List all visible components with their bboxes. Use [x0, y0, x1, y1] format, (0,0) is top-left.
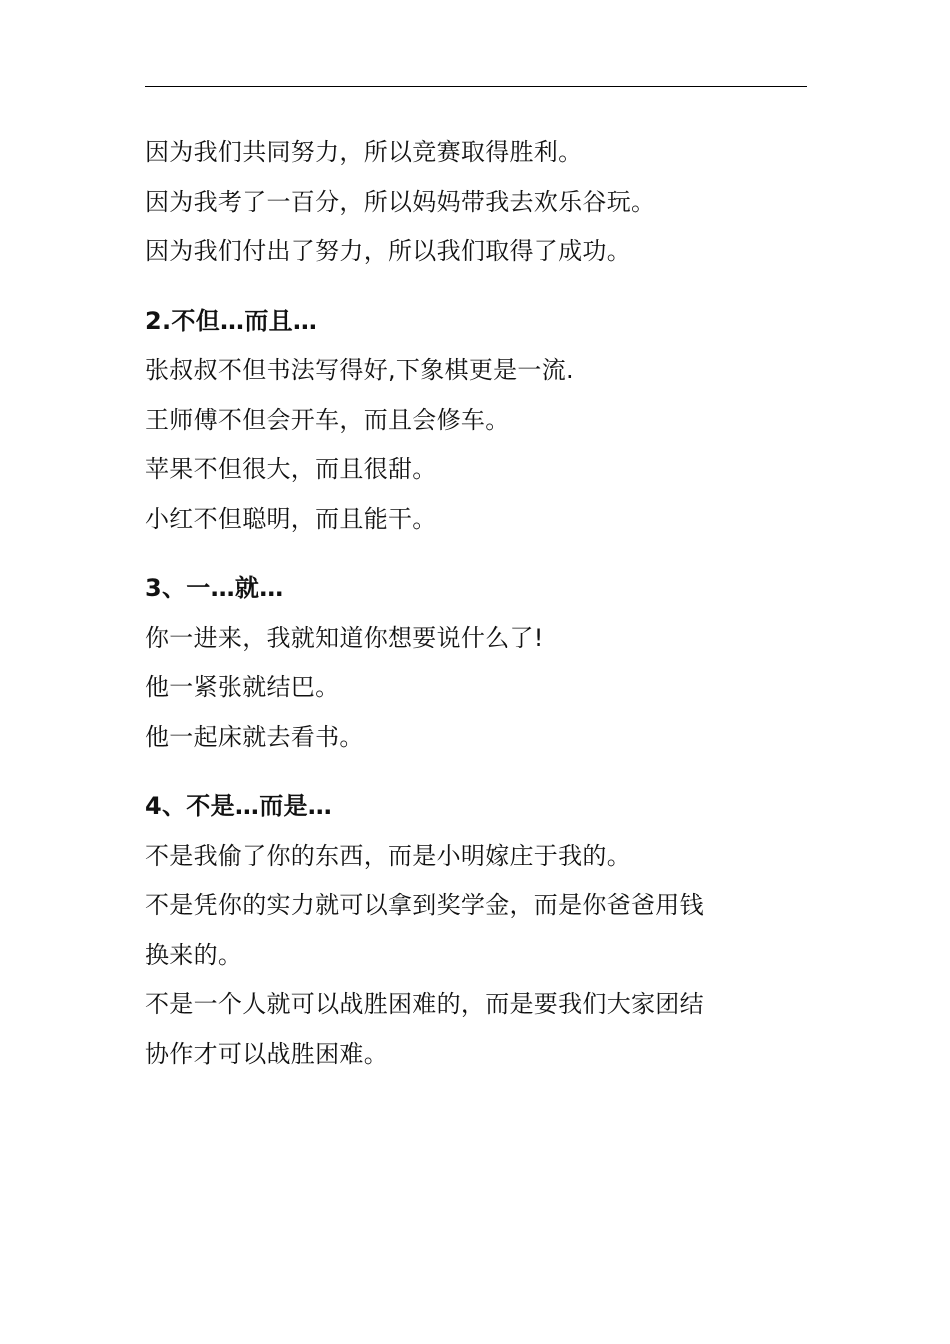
- example-sentence: 因为我考了一百分，所以妈妈带我去欢乐谷玩。: [145, 187, 656, 216]
- section-heading: 3、一…就…: [145, 574, 284, 602]
- example-sentence: 因为我们付出了努力，所以我们取得了成功。: [145, 237, 631, 265]
- example-sentence: 他一起床就去看书。: [145, 722, 364, 751]
- example-sentence: 张叔叔不但书法写得好,下象棋更是一流.: [145, 356, 574, 384]
- example-sentence: 不是凭你的实力就可以拿到奖学金，而是你爸爸用钱: [145, 891, 704, 919]
- section-because-so: [145, 128, 807, 277]
- example-sentence: 因为我们共同努力，所以竞赛取得胜利。: [145, 138, 583, 166]
- example-sentence: 不是我偷了你的东西，而是小明嫁庄于我的。: [145, 841, 631, 870]
- example-sentence: 小红不但聪明，而且能干。: [145, 504, 437, 533]
- section-as-soon-as: [145, 564, 807, 762]
- example-sentence: 你一进来，我就知道你想要说什么了!: [145, 623, 544, 652]
- header-rule: [145, 86, 807, 87]
- section-not-but-rather: [145, 782, 807, 1079]
- example-sentence: 苹果不但很大，而且很甜。: [145, 455, 437, 483]
- example-sentence: 换来的。: [145, 940, 243, 969]
- example-sentence: 王师傅不但会开车，而且会修车。: [145, 405, 510, 434]
- example-sentence: 他一紧张就结巴。: [145, 673, 340, 701]
- document-body: [145, 128, 807, 1079]
- section-heading: 4、不是…而是…: [145, 792, 333, 820]
- example-sentence: 不是一个人就可以战胜困难的，而是要我们大家团结: [145, 990, 704, 1018]
- example-sentence: 协作才可以战胜困难。: [145, 1039, 388, 1068]
- section-heading: 2.不但…而且…: [145, 306, 318, 335]
- section-not-only-but-also: [145, 297, 807, 545]
